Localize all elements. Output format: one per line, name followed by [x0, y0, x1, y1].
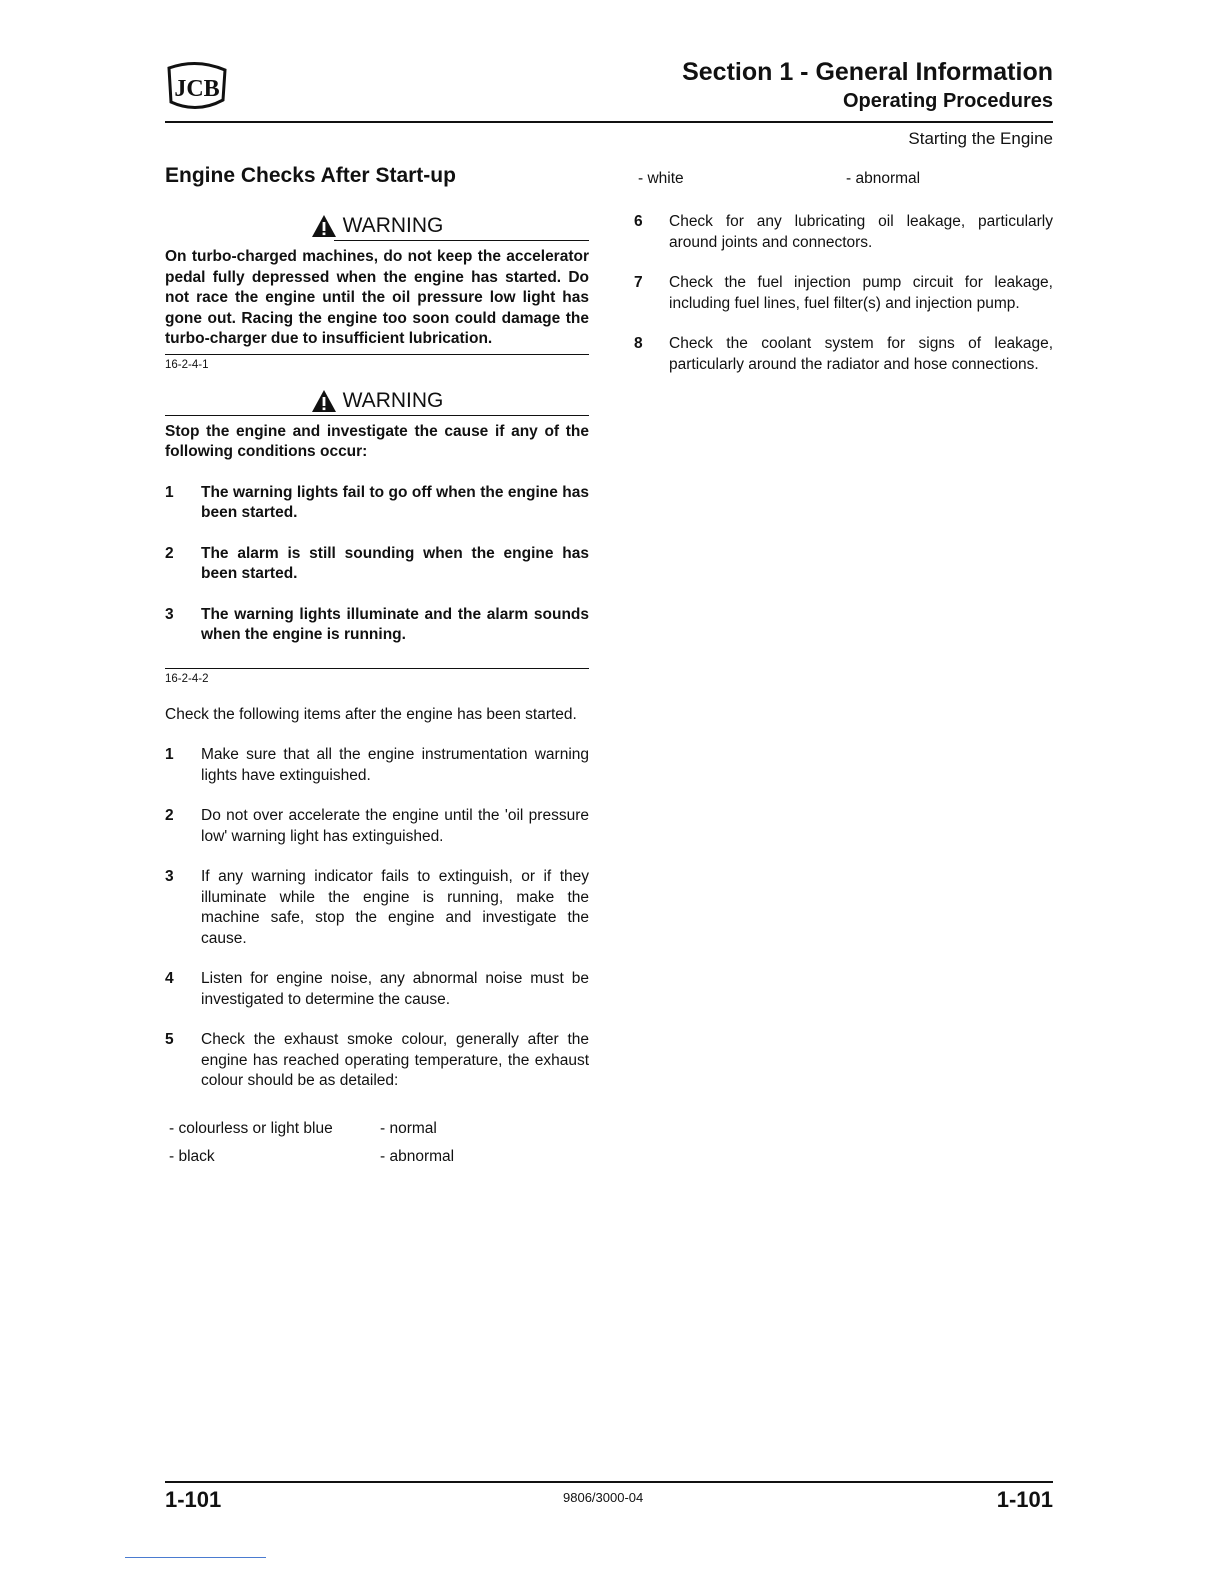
table-row: - colourless or light blue - normal — [169, 1119, 437, 1137]
list-item: 4 Listen for engine noise, any abnormal noise must be investigated to determine the cause. — [165, 970, 589, 1008]
page-number-right: 1-101 — [996, 1487, 1053, 1512]
warning-header-2 — [165, 389, 589, 413]
list-item: 1 Make sure that all the engine instrumentation warning lights have extinguished. — [165, 746, 589, 784]
warning-rule-2-top — [165, 415, 589, 416]
list-item: 3 If any warning indicator fails to extinguish, or if they illuminate while the engine is running, make the machine safe, stop the engine and investigate the cause. — [165, 868, 589, 947]
list-item: 2 Do not over accelerate the engine until the 'oil pressure low' warning light has extinguished. — [165, 807, 589, 845]
warning-label-2: WARNING — [342, 388, 444, 412]
list-item: 3 The warning lights illuminate and the alarm sounds when the engine is running. — [165, 605, 589, 643]
list-item: 2 The alarm is still sounding when the engine has been started. — [165, 544, 589, 582]
list-item: 5 Check the exhaust smoke colour, generally after the engine has reached operating temperature, the exhaust colour should be as detailed: — [165, 1031, 589, 1089]
jcb-logo-icon — [165, 60, 229, 112]
list-item: 7 Check the fuel injection pump circuit for leakage, including fuel lines, fuel filter(s) and injection pump. — [634, 274, 1053, 312]
section-subtitle: Operating Procedures — [842, 90, 1053, 112]
logo-text: JCB — [174, 76, 220, 102]
topic-title: Starting the Engine — [908, 129, 1053, 148]
document-number: 9806/3000-04 — [563, 1490, 644, 1505]
list-item: 6 Check for any lubricating oil leakage, particularly around joints and connectors. — [634, 213, 1053, 251]
warning-conditions-list — [165, 483, 589, 646]
warning-text-1: On turbo-charged machines, do not keep the accelerator pedal fully depressed when the engine has started. Do not race the engine until the oil pressure low light has gone out. Racing the engine too soon could damage the turbo-charger due to insufficient lubrication. — [165, 248, 589, 347]
list-item: 1 The warning lights fail to go off when the engine has been started. — [165, 483, 589, 521]
scan-artifact-line — [125, 1557, 266, 1558]
header-divider — [165, 121, 1053, 123]
page-heading: Engine Checks After Start-up — [165, 164, 456, 187]
section-title: Section 1 - General Information — [682, 58, 1053, 86]
warning-label-1: WARNING — [342, 214, 444, 237]
page-number-left: 1-101 — [165, 1487, 222, 1512]
footer-divider — [165, 1481, 1053, 1483]
jcb-logo — [165, 60, 229, 112]
warning-code-1: 16-2-4-1 — [165, 358, 209, 371]
warning-intro-2: Stop the engine and investigate the cause if any of the following conditions occur: — [165, 422, 589, 460]
warning-triangle-icon — [311, 389, 337, 413]
table-row: - white - abnormal — [638, 170, 921, 187]
left-column — [165, 164, 589, 1176]
checks-list-continued — [634, 212, 1053, 375]
warning-rule-1 — [165, 354, 589, 355]
table-row: - black - abnormal — [169, 1147, 455, 1165]
right-column — [634, 170, 1053, 375]
checks-intro: Check the following items after the engine has been started. — [165, 705, 577, 723]
exhaust-colour-table — [165, 1120, 589, 1176]
warning-triangle-icon — [311, 214, 337, 238]
list-item: 8 Check the coolant system for signs of leakage, particularly around the radiator and hose connections. — [634, 335, 1053, 373]
warning-rule-2-bottom — [165, 668, 589, 669]
checks-list — [165, 745, 589, 1092]
warning-rule-short — [334, 240, 589, 241]
warning-code-2: 16-2-4-2 — [165, 672, 209, 685]
warning-header-1 — [165, 214, 589, 238]
